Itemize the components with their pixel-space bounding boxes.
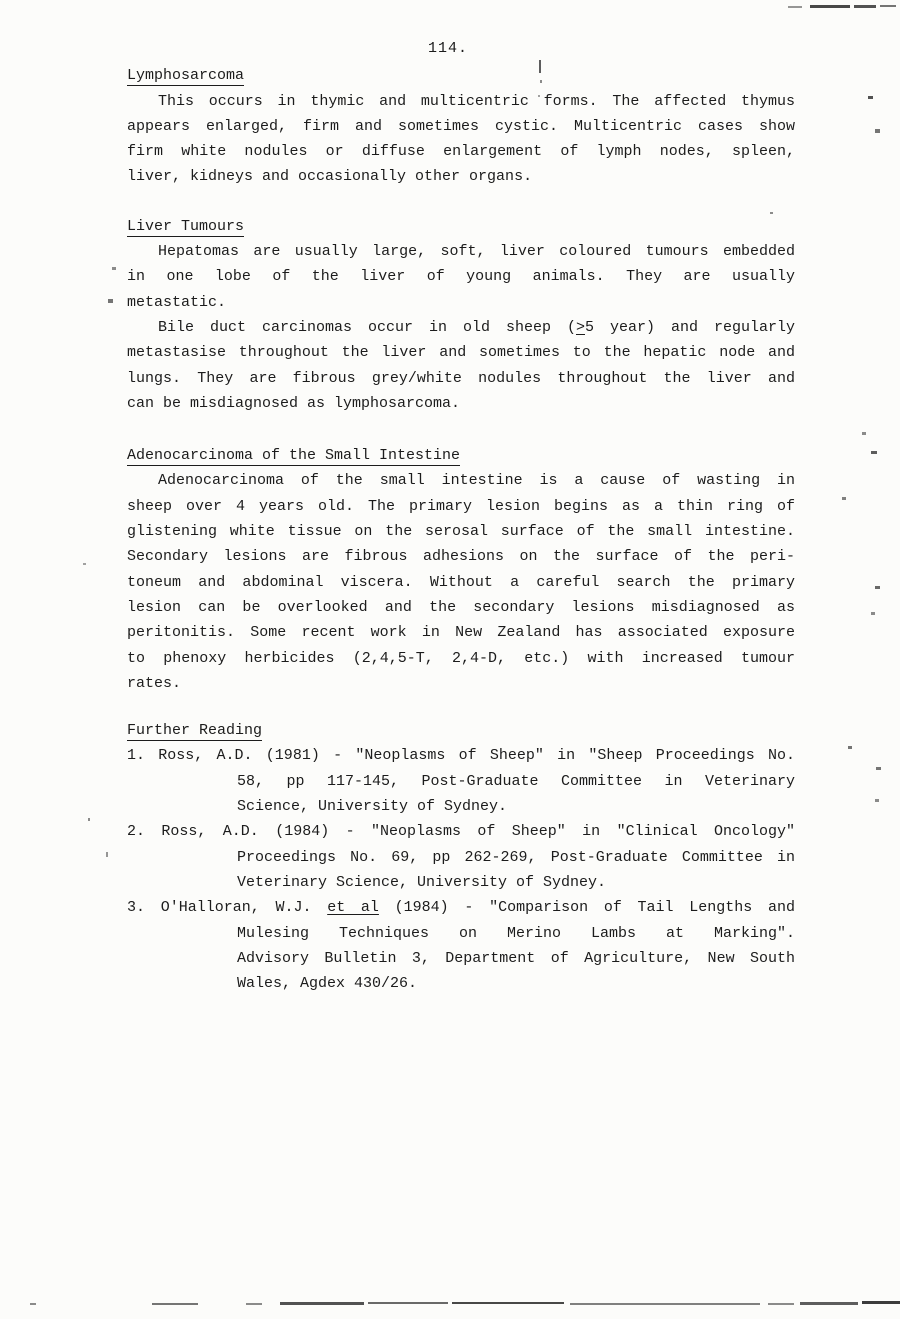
scan-artifact (868, 96, 873, 99)
section-body (127, 239, 795, 416)
scan-artifact (871, 451, 877, 454)
section-heading (127, 214, 795, 239)
text-line (127, 340, 795, 365)
section-heading (127, 718, 795, 743)
text-run: 3. O'Halloran, W.J. (127, 899, 328, 917)
scan-artifact (152, 1303, 198, 1305)
text-line (127, 139, 795, 164)
underlined-text: > (575, 318, 585, 336)
text-run: Wales, Agdex 430/26. (237, 975, 418, 993)
text-run: firm white nodules or diffuse enlargement of lymph nodes, spleen, (127, 143, 795, 161)
scan-artifact (848, 746, 852, 749)
text-run: toneum and abdominal viscera. Without a careful search the primary (127, 573, 795, 591)
text-line (127, 971, 795, 996)
text-run: (1984) - "Comparison of Tail Lengths and (378, 899, 795, 917)
text-line (127, 921, 795, 946)
scan-artifact (842, 497, 846, 500)
scan-artifact (88, 818, 90, 821)
text-line (127, 264, 795, 289)
scan-artifact (862, 1301, 900, 1304)
scan-artifact (880, 5, 896, 7)
scan-artifact (810, 5, 850, 8)
section-heading (127, 443, 795, 468)
text-line (127, 646, 795, 671)
section-liver-tumours (127, 214, 795, 416)
text-line (127, 468, 795, 493)
heading-text: Liver Tumours (127, 217, 245, 235)
text-run: 2. Ross, A.D. (1984) - "Neoplasms of Sheep" in "Clinical Oncology" (127, 823, 795, 841)
scan-artifact (875, 799, 879, 802)
text-run: Hepatomas are usually large, soft, liver coloured tumours embedded (158, 243, 795, 261)
text-line (127, 595, 795, 620)
text-line (127, 819, 795, 844)
section-heading (127, 63, 795, 88)
text-run: 58, pp 117-145, Post-Graduate Committee in Veterinary (237, 772, 795, 790)
text-run: 5 year) and regularly (585, 318, 795, 336)
text-run: can be misdiagnosed as lymphosarcoma. (127, 394, 461, 412)
heading-text: Lymphosarcoma (127, 67, 245, 85)
scan-artifact (106, 852, 108, 857)
text-line (127, 89, 795, 114)
text-column (127, 36, 795, 996)
scan-artifact (871, 612, 875, 615)
scan-artifact (452, 1302, 564, 1304)
text-line (127, 391, 795, 416)
text-line (127, 769, 795, 794)
text-run: Veterinary Science, University of Sydney. (237, 873, 607, 891)
text-run: sheep over 4 years old. The primary lesion begins as a thin ring of (127, 497, 795, 515)
text-line (127, 114, 795, 139)
section-body (127, 468, 795, 696)
text-run: glistening white tissue on the serosal surface of the small intestine. (127, 523, 795, 541)
heading-text: Adenocarcinoma of the Small Intestine (127, 447, 461, 465)
text-run: in one lobe of the liver of young animals. They are usually (127, 268, 795, 286)
text-run: 1. Ross, A.D. (1981) - "Neoplasms of Sheep" in "Sheep Proceedings No. (127, 747, 795, 765)
section-further-reading (127, 718, 795, 996)
section-adenocarcinoma (127, 443, 795, 696)
underlined-text: et al (327, 899, 379, 917)
scan-artifact (280, 1302, 364, 1305)
text-line (127, 570, 795, 595)
text-run: Secondary lesions are fibrous adhesions on the surface of the peri- (127, 548, 795, 566)
section-lymphosarcoma (127, 63, 795, 189)
page-number: 114. (427, 40, 468, 57)
text-line (127, 239, 795, 264)
scan-artifact (800, 1302, 858, 1305)
text-line (127, 366, 795, 391)
text-run: Science, University of Sydney. (237, 798, 508, 816)
text-run: liver, kidneys and occasionally other organs. (127, 168, 533, 186)
text-run: Advisory Bulletin 3, Department of Agriculture, New South (237, 949, 795, 967)
text-line (127, 290, 795, 315)
scan-artifact (854, 5, 876, 8)
scan-artifact (246, 1303, 262, 1305)
text-line (127, 315, 795, 340)
text-run: metastatic. (127, 293, 227, 311)
scan-artifact (875, 129, 880, 133)
text-line (127, 743, 795, 768)
reference-list (127, 743, 795, 996)
text-line (127, 164, 795, 189)
text-run: rates. (127, 674, 182, 692)
scan-artifact (570, 1303, 760, 1305)
scan-artifact (876, 767, 881, 770)
text-run: Proceedings No. 69, pp 262-269, Post-Graduate Committee in (237, 848, 795, 866)
scan-artifact (83, 563, 86, 565)
scan-artifact (875, 586, 880, 589)
text-run: Bile duct carcinomas occur in old sheep ( (158, 318, 576, 336)
text-run: Mulesing Techniques on Merino Lambs at Marking". (237, 924, 795, 942)
text-line (127, 494, 795, 519)
text-line (127, 895, 795, 920)
text-run: lungs. They are fibrous grey/white nodules throughout the liver and (127, 369, 795, 387)
section-body (127, 89, 795, 190)
text-run: appears enlarged, firm and sometimes cystic. Multicentric cases show (127, 117, 795, 135)
text-line (127, 946, 795, 971)
text-run: to phenoxy herbicides (2,4,5-T, 2,4-D, etc.) with increased tumour (127, 649, 795, 667)
text-line (127, 870, 795, 895)
scan-artifact (862, 432, 866, 435)
text-run: Adenocarcinoma of the small intestine is a cause of wasting in (158, 472, 795, 490)
text-run: peritonitis. Some recent work in New Zealand has associated exposure (127, 624, 795, 642)
scan-artifact (112, 267, 116, 270)
text-run: This occurs in thymic and multicentric forms. The affected thymus (158, 92, 795, 110)
scan-artifact (30, 1303, 36, 1305)
scan-artifact (108, 299, 113, 303)
text-line (127, 671, 795, 696)
scan-artifact (788, 6, 802, 8)
text-run: lesion can be overlooked and the secondary lesions misdiagnosed as (127, 598, 795, 616)
scan-artifact (368, 1302, 448, 1304)
text-line (127, 845, 795, 870)
text-line (127, 620, 795, 645)
text-line (127, 519, 795, 544)
text-line (127, 544, 795, 569)
heading-text: Further Reading (127, 722, 263, 740)
scan-artifact (768, 1303, 794, 1305)
text-run: metastasise throughout the liver and sometimes to the hepatic node and (127, 344, 795, 362)
text-line (127, 794, 795, 819)
